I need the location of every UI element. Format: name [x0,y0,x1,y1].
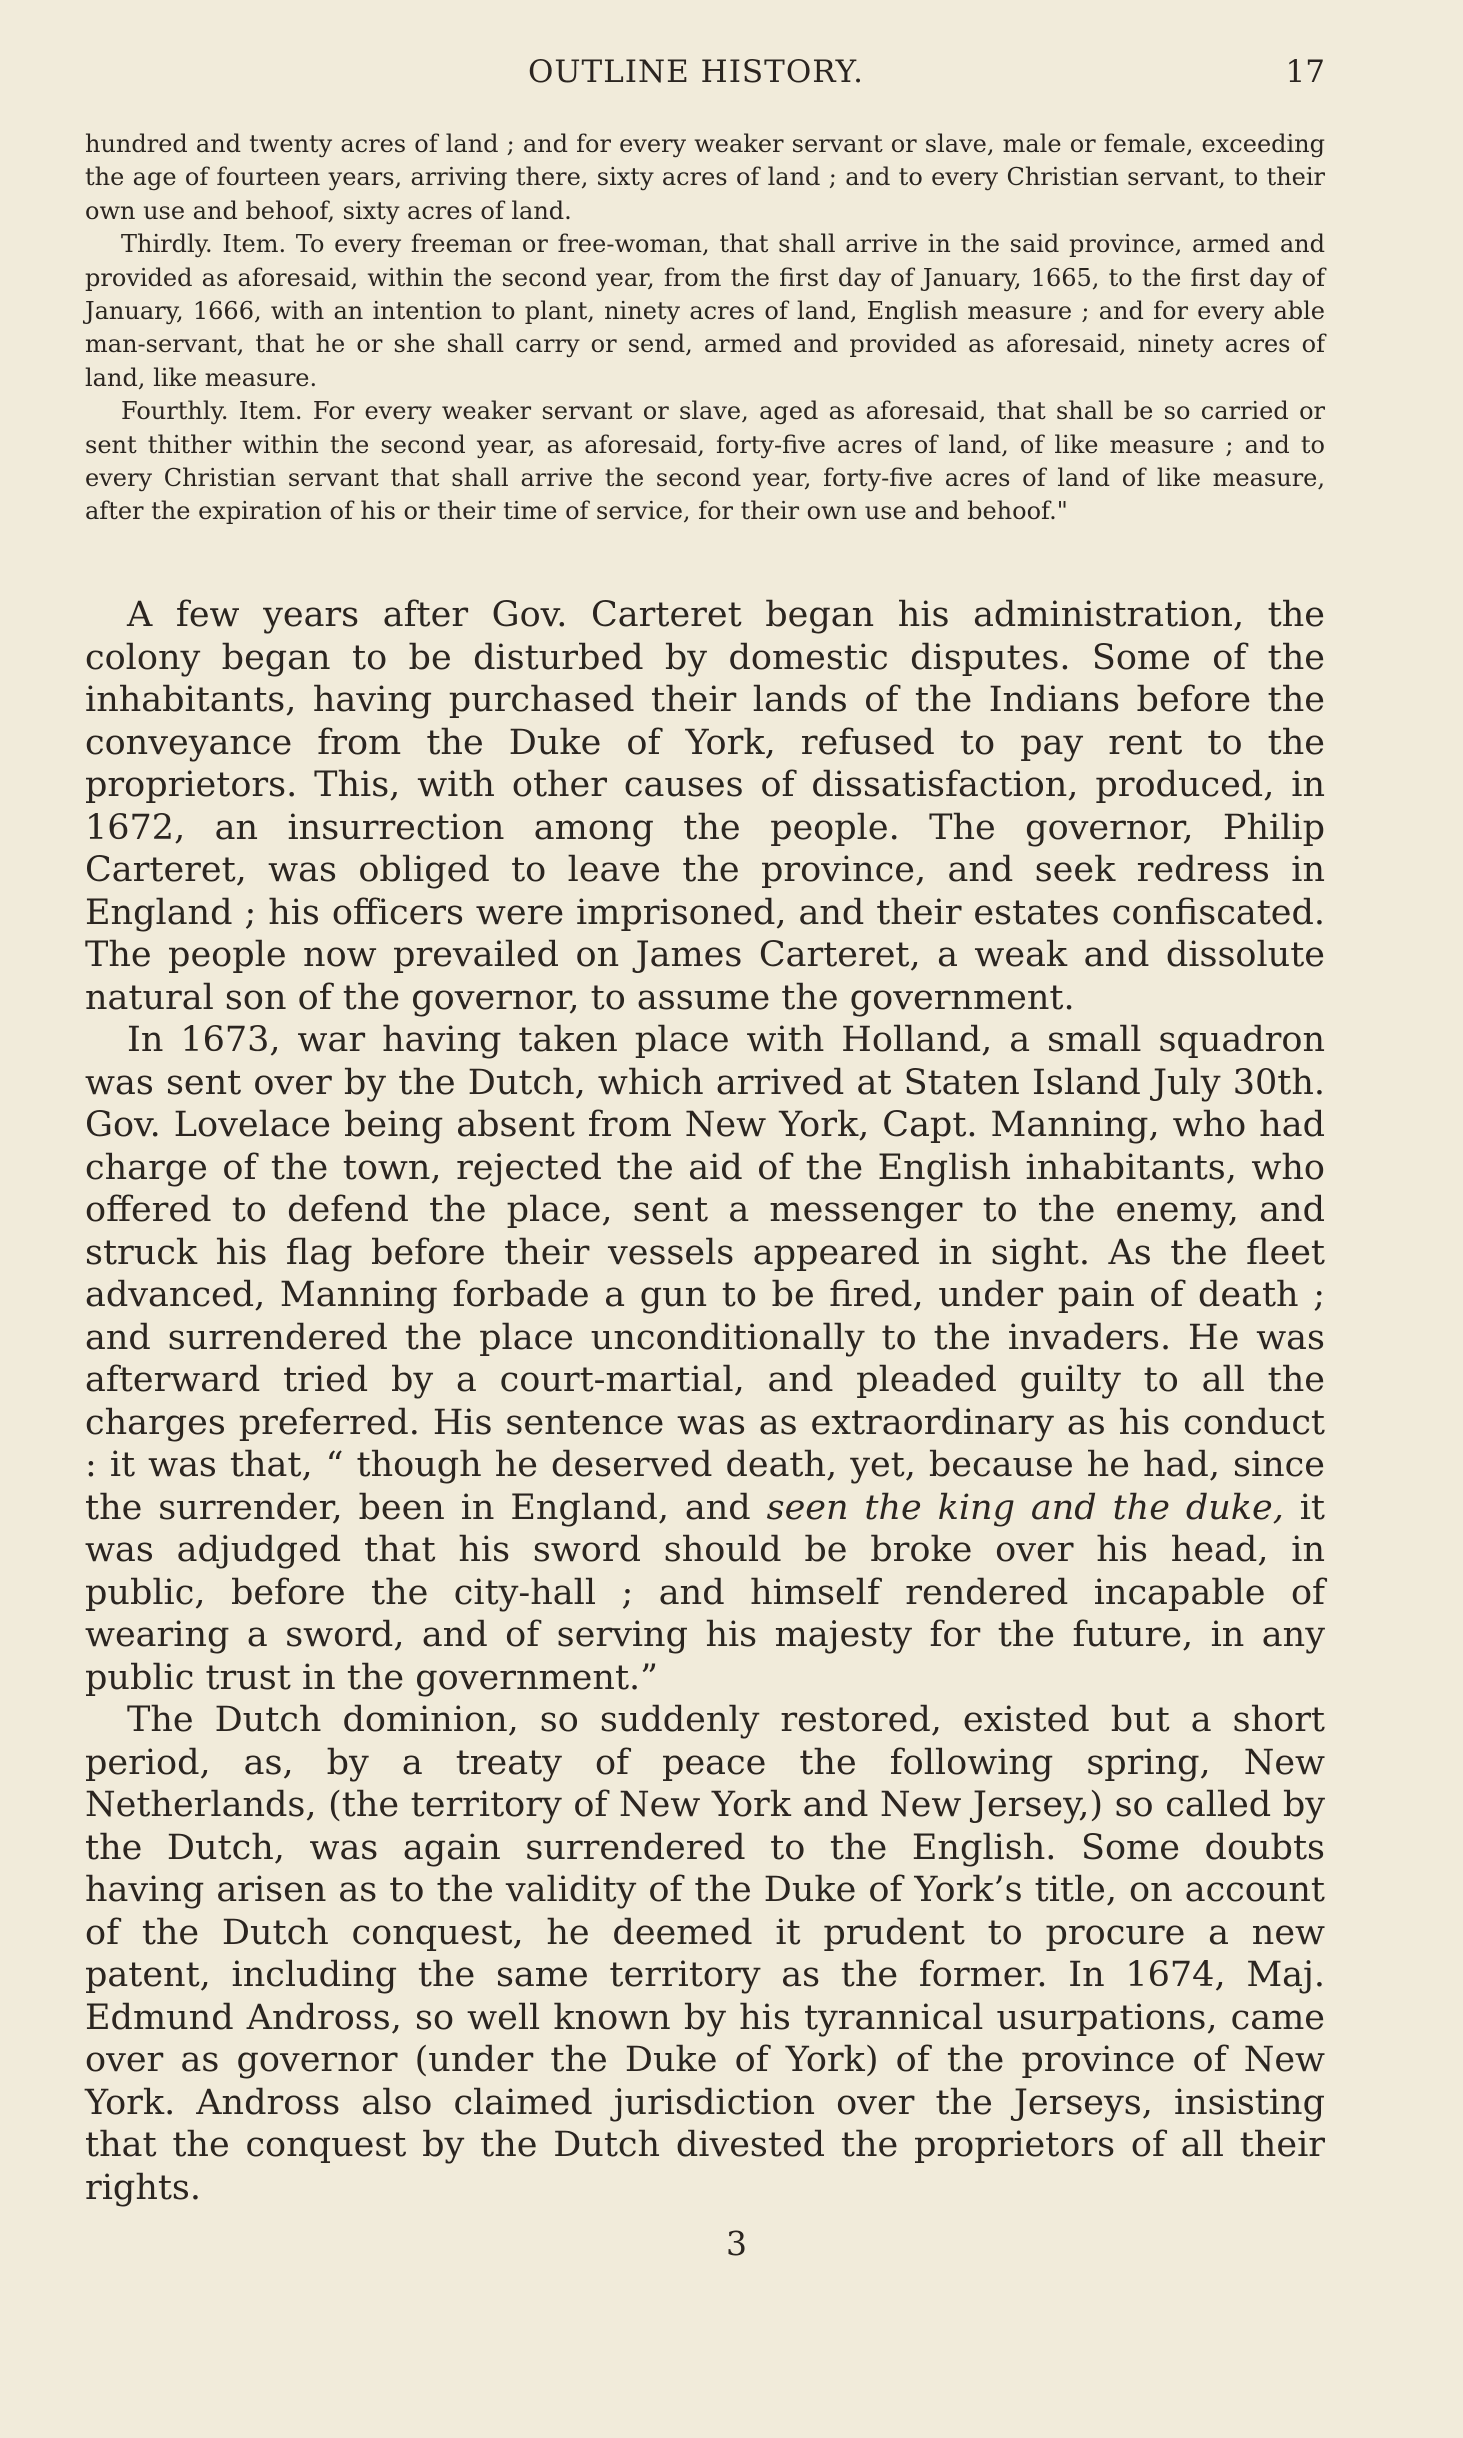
page-header [85,50,1325,90]
main-body-text [85,594,1325,2209]
extract-paragraph: hundred and twenty acres of land ; and for every weaker servant or slave, male or female, exceeding the age of fourteen years, arriving there, sixty acres of land ; and to every Christian servant, to their own use and behoof, sixty acres of land. [85,130,1325,225]
page-number: 17 [1285,54,1325,90]
running-head: OUTLINE HISTORY. [528,54,864,90]
body-paragraph-text: it was adjudged that his sword should be broke over his head, in public, before the city-hall ; and himself rendered incapable of wearing a sword, and of serving his majesty for the future, in any public trust in the government.” [85,1487,1325,1698]
extract-paragraph: Fourthly. Item. For every weaker servant or slave, aged as aforesaid, that shall be so carried or sent thither within the second year, as aforesaid, forty-five acres of land, of like measure ; and to every Christian servant that shall arrive the second year, forty-five acres of land of like measure, after the expiration of his or their time of service, for their own use and behoof." [85,397,1325,526]
signature-mark: 3 [726,2224,747,2263]
body-paragraph-text: In 1673, war having taken place with Holland, a small squadron was sent over by the Dutch, which arrived at Staten Island July 30th. Gov. Lovelace being absent from New York, Capt. Manning, who had charge of the town, rejected the aid of the English inhabitants, who offered to defend the place, sent a messenger to the enemy, and struck his flag before their vessels appeared in sight. As the fleet advanced, Manning forbade a gun to be fired, under pain of death ; and surrendered the place unconditionally to the invaders. He was afterward tried by a court-martial, and pleaded guilty to all the charges preferred. His sentence was as extraordinary as his conduct : it was that, “ though he deserved death, yet, because he had, since the surrender, been in England, and [85,1020,1325,1528]
body-paragraph: A few years after Gov. Carteret began his administration, the colony began to be disturbed by domestic disputes. Some of the inhabitants, having purchased their lands of the Indians before the conveyance from the Duke of York, refused to pay rent to the proprietors. This, with other causes of dissatisfaction, produced, in 1672, an insurrection among the people. The governor, Philip Carteret, was obliged to leave the province, and seek redress in England ; his officers were imprisoned, and their estates confiscated. The people now prevailed on James Carteret, a weak and dissolute natural son of the governor, to assume the government. [85,595,1325,1018]
quoted-extract [85,128,1325,529]
extract-paragraph: Thirdly. Item. To every freeman or free-woman, that shall arrive in the said province, armed and provided as aforesaid, within the second year, from the first day of January, 1665, to the first day of January, 1666, with an intention to plant, ninety acres of land, English measure ; and for every able man-servant, that he or she shall carry or send, armed and provided as aforesaid, ninety acres of land, like measure. [85,230,1325,392]
body-paragraph: The Dutch dominion, so suddenly restored, existed but a short period, as, by a treaty of peace the following spring, New Netherlands, (the territory of New York and New Jersey,) so called by the Dutch, was again surrendered to the English. Some doubts having arisen as to the validity of the Duke of York’s title, on account of the Dutch conquest, he deemed it prudent to procure a new patent, including the same territory as the former. In 1674, Maj. Edmund Andross, so well known by his tyrannical usurpations, came over as governor (under the Duke of York) of the province of New York. Andross also claimed jurisdiction over the Jerseys, insisting that the conquest by the Dutch divested the proprietors of all their rights. [85,1700,1325,2208]
italic-phrase: seen the king and the duke, [766,1487,1284,1528]
body-paragraph [85,1019,1325,1699]
